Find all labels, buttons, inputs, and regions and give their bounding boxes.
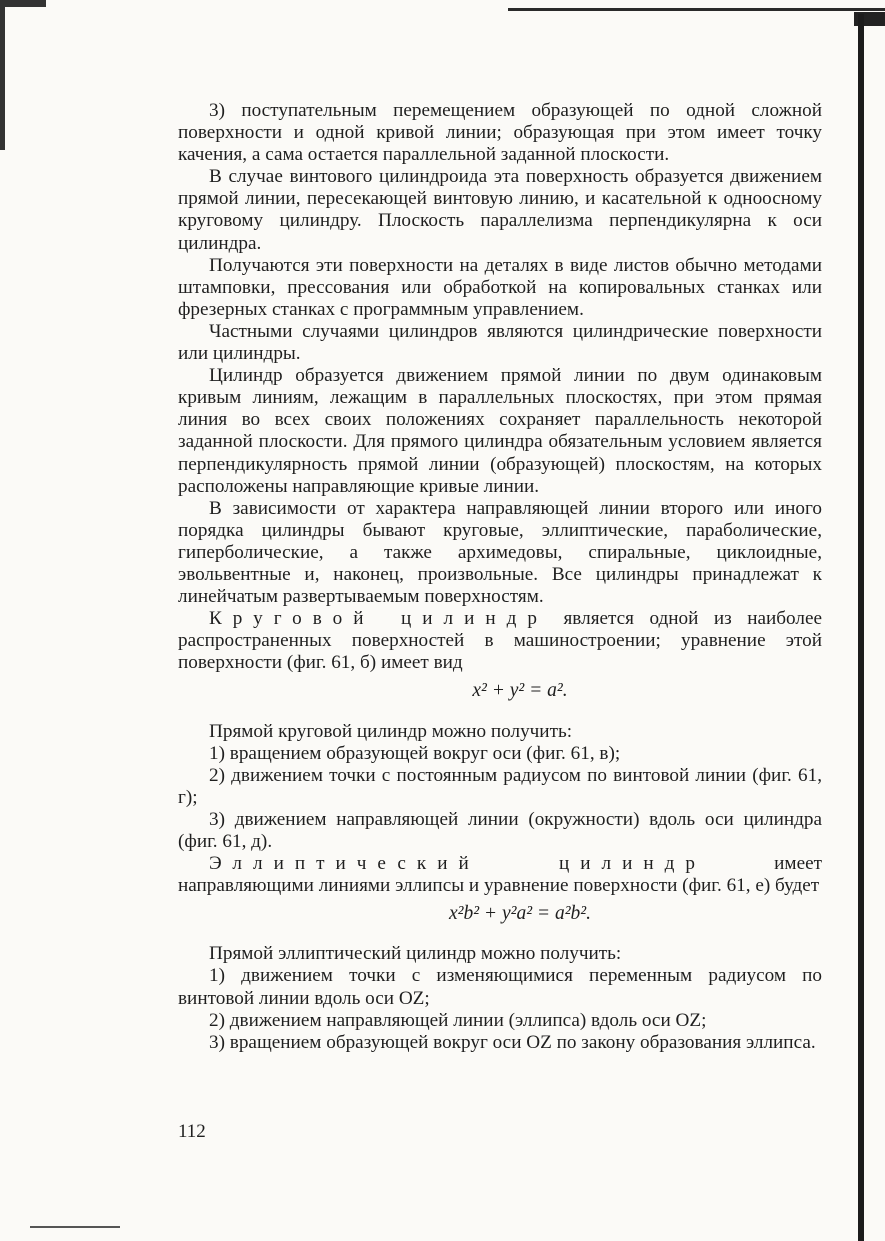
scan-edge-top [508,8,885,11]
list-item: 2) движением направляющей линии (эллипса) вдоль оси OZ; [209,1009,707,1031]
page-number: 112 [178,1121,206,1142]
paragraph: В случае винтового цилиндроида эта поверхность образуется движением прямой линии, пересекающей винтовую линию, и касательной к одноосному круговому цилиндру. Плоскость параллелизма перпендикулярна к оси цилиндра. [178,166,822,254]
scan-edge-left [0,0,5,150]
formula-circular: x² + y² = a². [472,680,568,702]
formula-elliptic: x²b² + y²a² = a²b². [448,903,592,925]
paragraph: Прямой круговой цилиндр можно получить: [209,720,573,742]
circular-cylinder-text: является одной из наиболее распространенных поверхностей в машиностроении; уравнение этой поверхности (фиг. 61, б) имеет вид [178,608,822,674]
paragraph: Получаются эти поверхности на деталях в виде листов обычно методами штамповки, прессования или обработкой на копировальных станках или фрезерных станках с программным управлением. [178,254,822,320]
scan-edge-bottom [30,1226,120,1228]
paragraph: Цилиндр образуется движением прямой линии по двум одинаковым кривым линиям, лежащим в параллельных плоскостях, при этом прямая линия во всех своих положениях сохраняет параллельность некоторой заданной плоскости. Для прямого цилиндра обязательным условием является перпендикулярность прямой линии (образующей) плоскостям, на которых расположены направляющие кривые линии. [178,365,822,497]
list-item: 1) движением точки с изменяющимися переменным радиусом по винтовой линии вдоль оси OZ; [178,965,822,1009]
paragraph: В зависимости от характера направляющей линии второго или иного порядка цилиндры бывают круговые, эллиптические, параболические, гиперболические, а также архимедовы, спиральные, циклоидные, эвольвентные и, наконец, произвольные. Все цилиндры принадлежат к линейчатым развертываемым поверхностям. [178,497,822,608]
term-elliptic-cylinder: Эллиптический цилиндр [209,853,706,875]
scan-edge-right [858,14,864,1241]
paragraph-elliptic-cylinder [178,853,822,897]
paragraph-circular-cylinder [178,608,822,674]
paragraph: Частными случаями цилиндров являются цилиндрические поверхности или цилиндры. [178,320,822,365]
list-item: 3) вращением образующей вокруг оси OZ по закону образования эллипса. [209,1031,816,1053]
paragraph: 3) поступательным перемещением образующей по одной сложной поверхности и одной кривой линии; образующая при этом имеет точку качения, а сама остается параллельной заданной плоскости. [178,100,822,166]
list-item: 3) движением направляющей линии (окружности) вдоль оси цилиндра (фиг. 61, д). [178,808,822,852]
list-item: 2) движением точки с постоянным радиусом по винтовой линии (фиг. 61, г); [178,764,822,808]
elliptic-cylinder-text: имеет направляющими линиями эллипсы и уравнение поверхности (фиг. 61, е) будет [178,853,822,897]
scan-edge-top-left [0,0,46,7]
term-circular-cylinder: Круговой цилиндр [209,608,548,630]
paragraph: Прямой эллиптический цилиндр можно получить: [209,943,622,965]
page-body [178,100,822,1054]
list-item: 1) вращением образующей вокруг оси (фиг. 61, в); [209,742,621,764]
